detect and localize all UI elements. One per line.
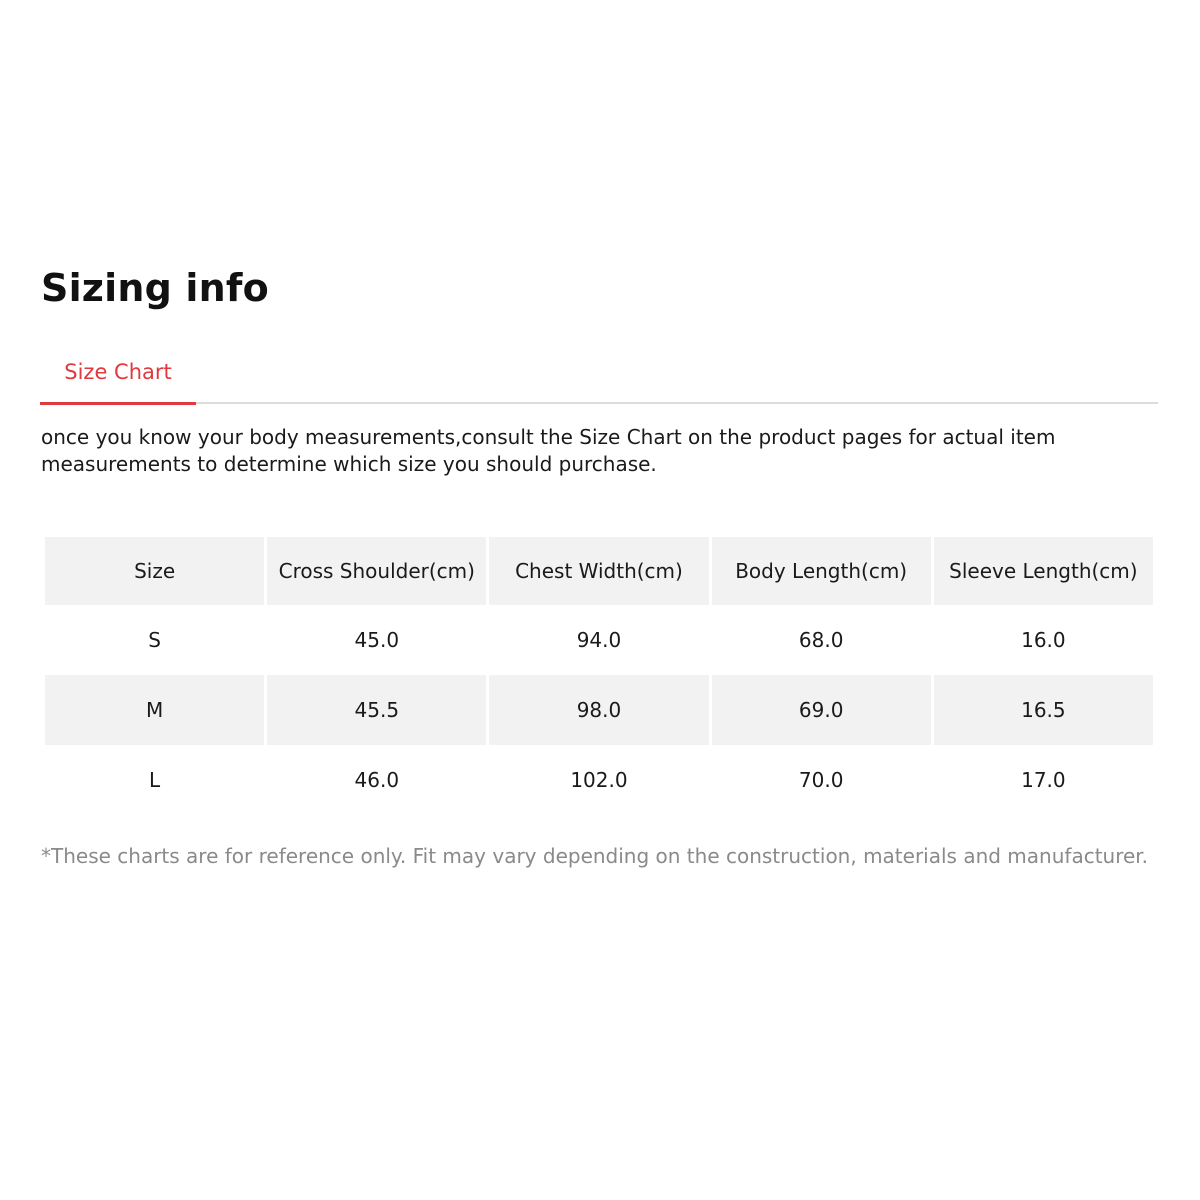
cell-cross-shoulder: 46.0 xyxy=(354,768,400,792)
cell-body-length: 68.0 xyxy=(798,628,844,652)
page-title: Sizing info xyxy=(41,266,269,310)
cell-sleeve-length: 16.0 xyxy=(1021,628,1066,652)
cell-cross-shoulder: 45.0 xyxy=(354,628,400,652)
cell-size: L xyxy=(149,768,161,792)
header-body-length: Body Length(cm) xyxy=(712,537,931,605)
cell-size: S xyxy=(148,628,161,652)
cell-sleeve-length: 17.0 xyxy=(1021,768,1066,792)
cell-chest-width: 98.0 xyxy=(489,675,708,745)
tab-label: Size Chart xyxy=(64,360,172,384)
cell-body-length: 70.0 xyxy=(798,768,844,792)
tab-bar xyxy=(40,350,1158,405)
cell-size: M xyxy=(45,675,264,745)
table-row xyxy=(45,745,1153,815)
table-row xyxy=(45,675,1153,745)
table-header-row xyxy=(45,537,1153,605)
cell-cross-shoulder: 45.5 xyxy=(267,675,486,745)
disclaimer-footnote: *These charts are for reference only. Fit may vary depending on the construction, materials and manufacturer. xyxy=(41,844,1149,868)
cell-chest-width: 102.0 xyxy=(570,768,628,792)
active-tab-indicator xyxy=(40,402,196,405)
size-chart-table xyxy=(42,537,1156,815)
table-row xyxy=(45,605,1153,675)
header-cross-shoulder: Cross Shoulder(cm) xyxy=(267,537,486,605)
intro-text: once you know your body measurements,consult the Size Chart on the product pages for actual item measurements to determine which size you should purchase. xyxy=(41,425,1056,476)
cell-chest-width: 94.0 xyxy=(576,628,622,652)
cell-body-length: 69.0 xyxy=(712,675,931,745)
header-size: Size xyxy=(45,537,264,605)
header-sleeve-length: Sleeve Length(cm) xyxy=(934,537,1153,605)
tab-divider xyxy=(40,402,1158,404)
header-chest-width: Chest Width(cm) xyxy=(489,537,708,605)
cell-sleeve-length: 16.5 xyxy=(934,675,1153,745)
tab-size-chart[interactable] xyxy=(40,350,196,405)
